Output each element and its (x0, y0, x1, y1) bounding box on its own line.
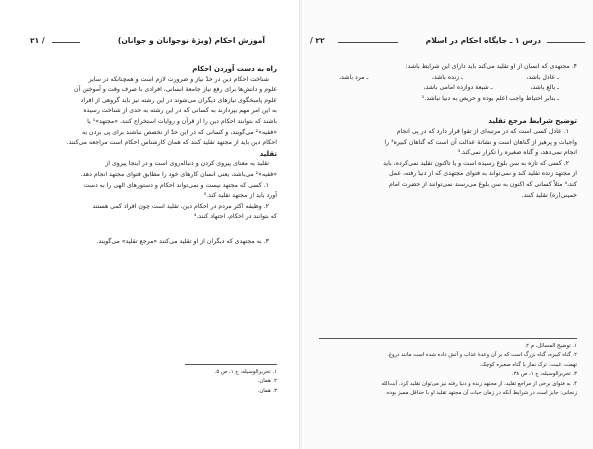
header-title: آموزش احکام (ویژهٔ نوجوانان و جوانان) (117, 36, 265, 45)
condition-item: ـ بنابر احتیاط واجب اعلم بوده و حریص به دنیا نباشد.¹ (421, 94, 559, 102)
paragraph-line: از مجتهد زنده تقلید کند و نمی‌تواند به فتوای مجتهدی که از دنیا رفته، عمل (389, 170, 577, 178)
footnotes (19, 368, 277, 396)
paragraph-line: آورد باید از مجتهد تقلید کند.³ (203, 192, 277, 200)
page-number-left-wrap: ۲۱ / (30, 36, 45, 45)
footnote: زنجانی: جایز است در شرایط آنکه در زمان حیات آن مجتهد تقلید او با حداقل ممیز بوده. (385, 390, 577, 397)
paragraph-line: ۱. کسی که مجتهد نیست و نمی‌تواند احکام و دستورهای الهی را به دست (83, 181, 269, 189)
paragraph-line: که بتوانند در احکام، اجتهاد کنند.⁴ (193, 213, 277, 221)
footnotes (319, 342, 577, 398)
condition-item: ـ عادل باشد، (526, 73, 559, 81)
paragraph-line: ۳. به مجتهدی که دیگران از او تقلید می‌کنند «مرجع تقلید» می‌گویند. (96, 237, 269, 245)
footnote: ۲. گناه کبیره، گناه بزرگ است که بر آن وعدهٔ عذاب و آتش داده شده است مانند دروغ. (387, 352, 577, 359)
section-title: توضیح شرایط مرجع تقلید (488, 117, 577, 126)
footnote: ۱. تحریرالوسیله، ج ۱، ص ۵. (214, 369, 277, 375)
paragraph-line: ۲. کسی که تازه به سن بلوغ رسیده است و یا تاکنون تقلید نمی‌کرده، باید (383, 159, 569, 167)
paragraph-line: ۲. وظیفه اکثر مردم در احکام دین، تقلید است چون افراد کمی هستند (92, 202, 269, 210)
paragraph-line: «فقیه»² می‌باشد، یعنی انسان کارهای خود را مطابق فتوای مجتهد انجام دهد. (80, 170, 277, 178)
footnote: ۴. به فتوای برخی از مراجع تقلید، از مجتهد زنده و دنیا رفته نیز می‌توان تقلید کرد. آیت‌الله (381, 380, 577, 387)
header-rule (338, 42, 398, 43)
paragraph-line: علوم پاسخگوی نیازهای دیگران می‌شوند در این رشته نیز باید گروهی از افراد (80, 96, 277, 104)
paragraph-line: به این امر مهم بپردازند به کسانی که در این رشته به حدی از شناخت رسیده (83, 107, 277, 115)
paragraph-line: انجام نمی‌دهد، و گناه صغیره را تکرار نمی‌کند.³ (457, 149, 577, 157)
condition-item: ـ زنده باشد، (431, 73, 463, 81)
conditions-row (319, 73, 577, 84)
footnote-rule (185, 364, 277, 365)
paragraph-line: تقلید به معنای پیروی کردن و دنباله‌روی است و در اینجا پیروی از (105, 160, 269, 168)
paragraph-line: «فقیه»² می‌گویند، و کسانی که در این حدّ از تخصص نباشند برای پی بردن به (82, 128, 277, 136)
paragraph-line: شناخت احکام دین در حدّ نیاز و ضرورت لازم است و همچنانکه در سایر (88, 75, 269, 83)
page-number: ۲۱ (30, 36, 40, 45)
left-page-header (0, 36, 299, 48)
paragraph-line: واجبات و پرهیز از گناهان است و نشانهٔ عدالت آن است که گناهان کبیره² را (384, 138, 577, 146)
right-page-body (319, 62, 577, 201)
section-title: راه به دست آوردن احکام (192, 65, 277, 73)
footnote: ۲. همان. (257, 378, 277, 385)
conditions-intro: ۴. مجتهدی که انسان از او تقلید می‌کند باید دارای این شرایط باشد: (405, 63, 577, 70)
paragraph-line: ۱. عادل کسی است که در مرتبه‌ای از تقوا قرار دارد که در پی انجام (396, 127, 569, 135)
paragraph-line: باشند که بتوانند احکام دین را از قرآن و روایات استخراج کنند، «مجتهد»¹ یا (87, 117, 277, 125)
header-title: درس ۱ ـ جایگاه احکام در اسلام (425, 36, 541, 45)
right-page (300, 0, 593, 449)
conditions-row (319, 83, 577, 94)
footnote: تهمت، غیبت. ترک نماز یا گناه صغیره کوچک. (479, 361, 577, 368)
paragraph-line: احکام دین باید از مجتهد تقلید کنند که همان کارشناس احکام است مراجعه می‌کنند. (66, 139, 277, 147)
footnote: ۱. توضیح المسائل، م ۲. (524, 343, 577, 349)
paragraph-line: کند،⁴ مثلاً کسانی که اکنون به سن بلوغ می‌رسند نمی‌توانند از حضرت امام (389, 180, 577, 188)
left-page-body (19, 62, 277, 248)
section-title: تقلید (259, 149, 277, 158)
header-rule (52, 42, 80, 43)
footnote: ۳. تحریرالوسیله، ج ۱، ص ۳۸. (511, 371, 577, 378)
footnote-rule (319, 338, 577, 339)
footnote: ۳. همان. (257, 387, 277, 394)
page-number-right-wrap: / ۲۲ (310, 36, 325, 45)
page-number: ۲۲ (315, 36, 325, 45)
paragraph-line: علوم و دانش‌ها برای رفع نیاز جامعهٔ انسانی، افرادی با صرف وقت و آموختن آن (74, 86, 277, 94)
condition-item: ـ شیعهٔ دوازده امامی باشد، (423, 84, 493, 92)
condition-item: ـ بالغ باشد، (530, 84, 559, 92)
header-rule (547, 42, 585, 43)
paragraph-line: خمینی(ره) تقلید کنند. (521, 191, 577, 199)
condition-item: ـ مرد باشد، (339, 73, 369, 81)
right-page-header (300, 36, 593, 48)
